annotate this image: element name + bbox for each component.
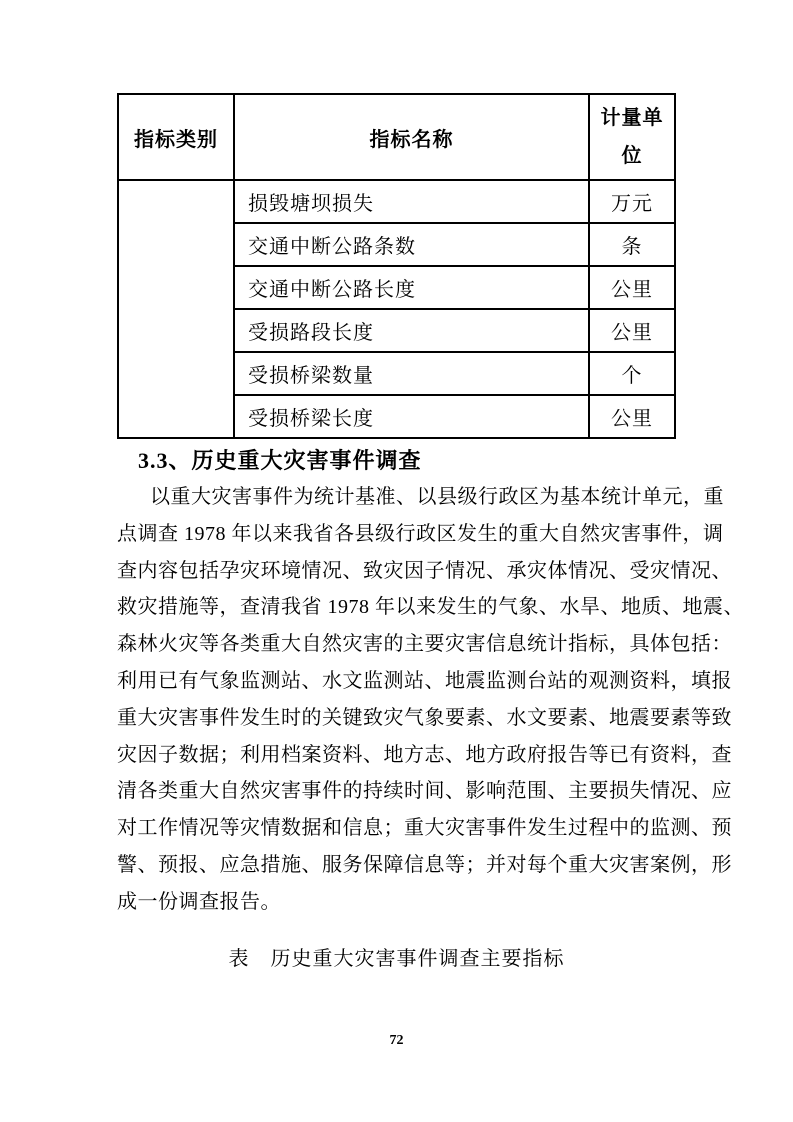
table-caption: 表 历史重大灾害事件调查主要指标 [228, 948, 565, 970]
page-number: 72 [389, 1033, 404, 1048]
indicator-name-cell: 受损桥梁长度 [234, 395, 589, 438]
unit-cell: 公里 [589, 266, 675, 309]
table-row [118, 180, 675, 223]
paragraph-line: 重大灾害事件发生时的关键致灾气象要素、水文要素、地震要素等致 [117, 706, 732, 729]
indicator-name-cell: 交通中断公路长度 [234, 266, 589, 309]
table-header-row [118, 94, 675, 180]
header-unit [589, 94, 675, 180]
body-paragraph [117, 479, 744, 921]
paragraph-line: 清各类重大自然灾害事件的持续时间、影响范围、主要损失情况、应 [117, 780, 732, 803]
indicator-name-cell: 损毁塘坝损失 [234, 180, 589, 223]
unit-cell: 公里 [589, 309, 675, 352]
paragraph-line: 救灾措施等，查清我省 1978 年以来发生的气象、水旱、地质、地震、 [117, 596, 744, 619]
indicator-name-cell: 交通中断公路条数 [234, 223, 589, 266]
category-cell [118, 180, 234, 438]
header-category: 指标类别 [118, 94, 234, 180]
paragraph-line: 警、预报、应急措施、服务保障信息等；并对每个重大灾害案例，形 [117, 853, 732, 876]
unit-cell: 个 [589, 352, 675, 395]
paragraph-line: 利用已有气象监测站、水文监测站、地震监测台站的观测资料，填报 [117, 669, 732, 692]
unit-cell: 万元 [589, 180, 675, 223]
paragraph-line: 森林火灾等各类重大自然灾害的主要灾害信息统计指标，具体包括： [117, 633, 732, 656]
paragraph-line: 查内容包括孕灾环境情况、致灾因子情况、承灾体情况、受灾情况、 [117, 559, 732, 582]
indicator-name-cell: 受损桥梁数量 [234, 352, 589, 395]
header-unit-line2: 位 [621, 145, 643, 167]
paragraph-line: 成一份调查报告。 [117, 890, 281, 913]
paragraph-line: 以重大灾害事件为统计基准、以县级行政区为基本统计单元，重 [150, 486, 724, 508]
header-unit-line1: 计量单 [600, 107, 664, 129]
indicators-table [117, 93, 676, 439]
paragraph-line: 灾因子数据；利用档案资料、地方志、地方政府报告等已有资料，查 [117, 743, 732, 766]
indicator-name-cell: 受损路段长度 [234, 309, 589, 352]
header-name: 指标名称 [234, 94, 589, 180]
paragraph-line: 点调查 1978 年以来我省各县级行政区发生的重大自然灾害事件，调 [117, 522, 724, 545]
section-heading: 3.3、历史重大灾害事件调查 [138, 448, 422, 473]
unit-cell: 公里 [589, 395, 675, 438]
paragraph-line: 对工作情况等灾情数据和信息；重大灾害事件发生过程中的监测、预 [117, 817, 732, 840]
unit-cell: 条 [589, 223, 675, 266]
